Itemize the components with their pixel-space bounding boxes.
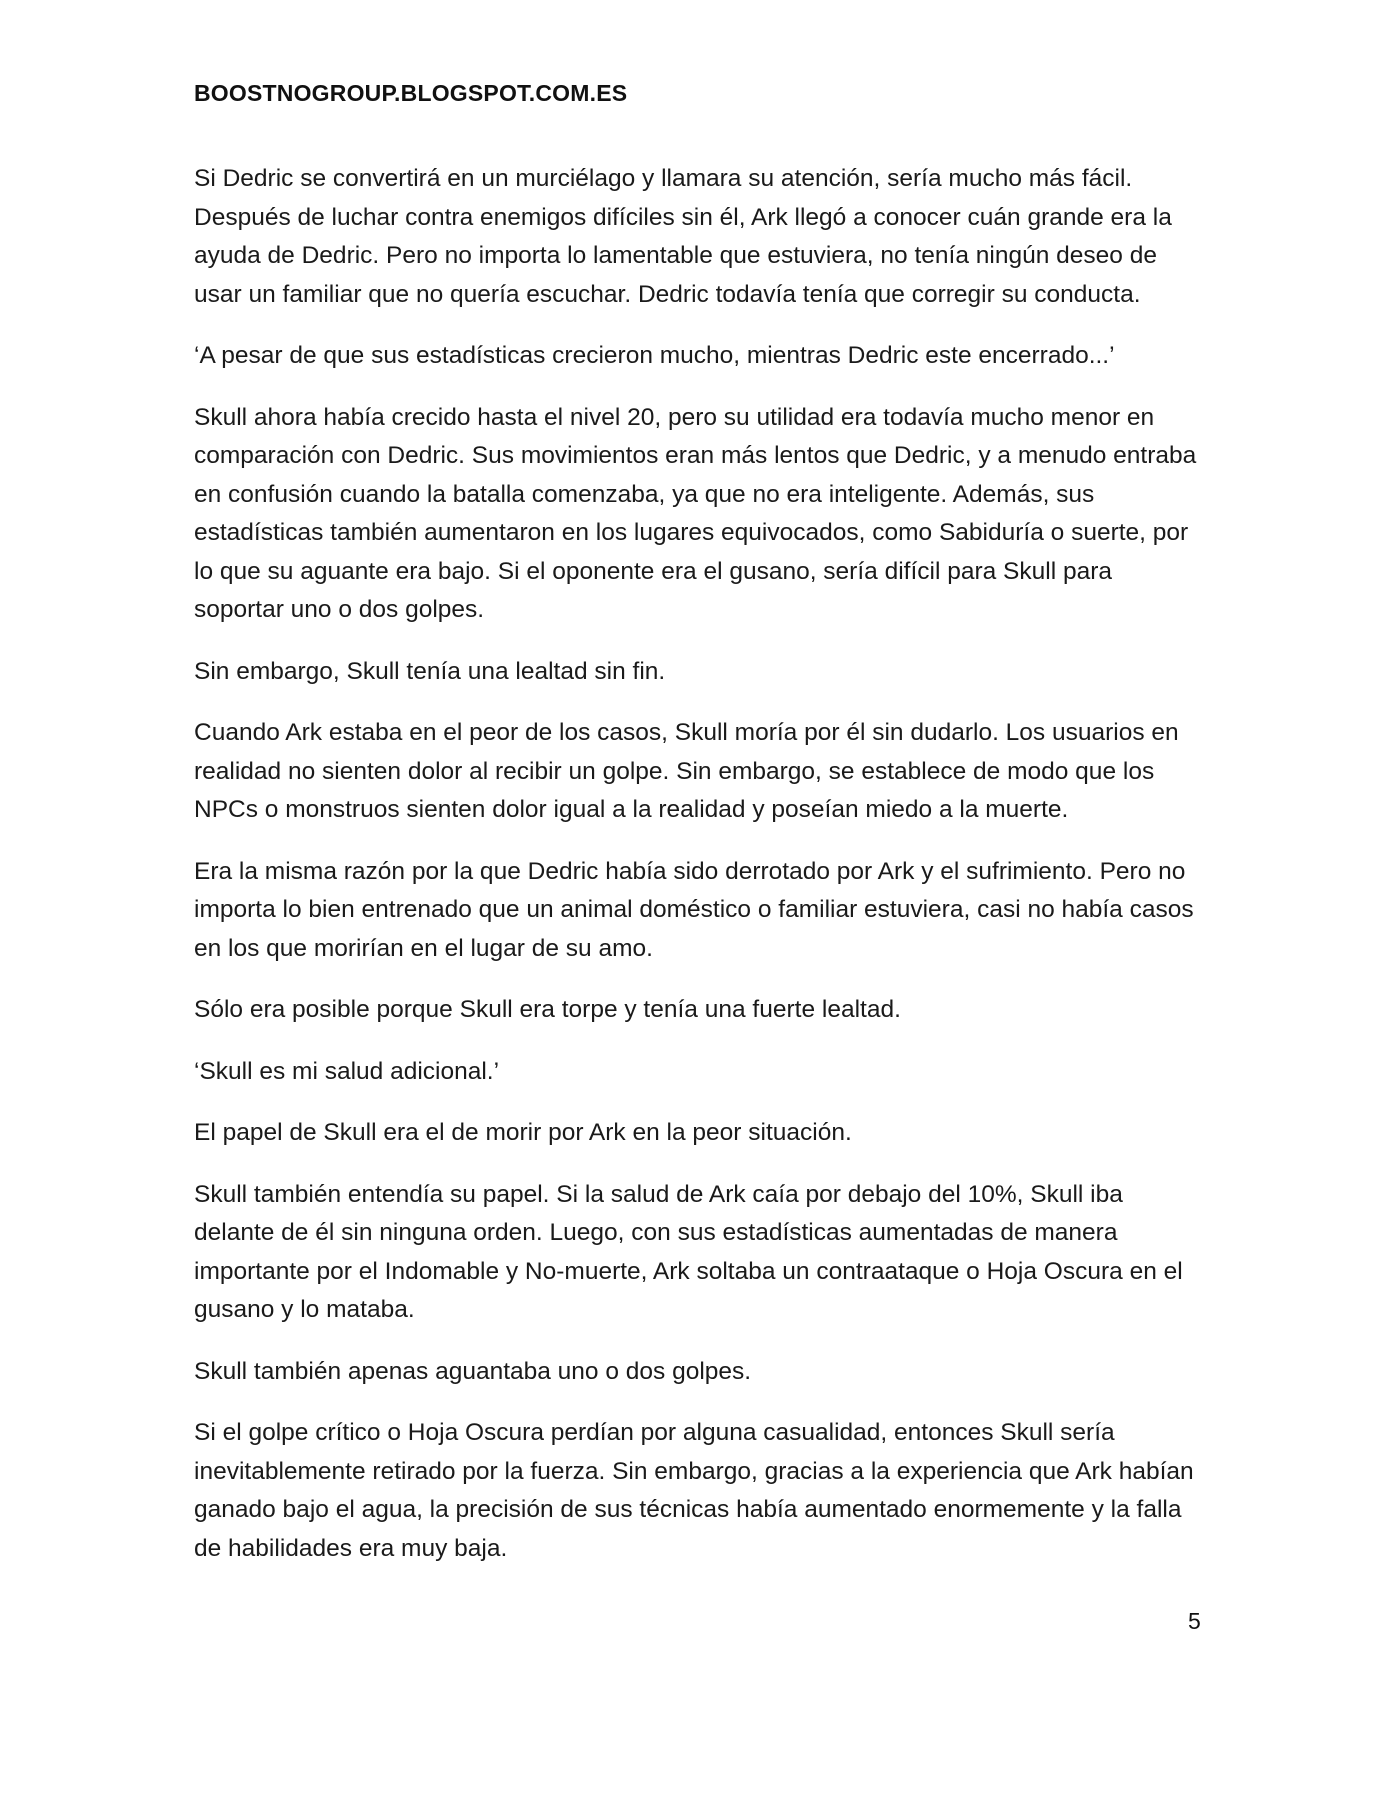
page-header: BOOSTNOGROUP.BLOGSPOT.COM.ES	[194, 80, 628, 106]
paragraph: Sólo era posible porque Skull era torpe y tenía una fuerte lealtad.	[194, 996, 901, 1023]
paragraph: Si Dedric se convertirá en un murciélago y llamara su atención, sería mucho más fácil. Después de luchar contra enemigos difíciles sin él, Ark llegó a conocer cuán grande era la ayuda de Dedric. Pero no importa lo lamentable que estuviera, no tenía ningún deseo de usar un familiar que no quería escuchar. Dedric todavía tenía que corregir su conducta.	[194, 165, 1172, 308]
body-text	[194, 160, 1204, 1591]
paragraph: Skull también entendía su papel. Si la salud de Ark caía por debajo del 10%, Skull iba delante de él sin ninguna orden. Luego, con sus estadísticas aumentadas de manera importante por el Indomable y No-muerte, Ark soltaba un contraataque o Hoja Oscura en el gusano y lo mataba.	[194, 1180, 1183, 1323]
paragraph: Si el golpe crítico o Hoja Oscura perdían por alguna casualidad, entonces Skull sería inevitablemente retirado por la fuerza. Sin embargo, gracias a la experiencia que Ark habían ganado bajo el agua, la precisión de sus técnicas había aumentado enormemente y la falla de habilidades era muy baja.	[194, 1419, 1194, 1562]
paragraph: ‘A pesar de que sus estadísticas crecieron mucho, mientras Dedric este encerrado...’	[194, 342, 1115, 369]
paragraph: Skull también apenas aguantaba uno o dos golpes.	[194, 1357, 752, 1385]
page-number: 5	[1188, 1608, 1201, 1634]
paragraph: Skull ahora había crecido hasta el nivel 20, pero su utilidad era todavía mucho menor en comparación con Dedric. Sus movimientos eran más lentos que Dedric, y a menudo entraba en confusión cuando la batalla comenzaba, ya que no era inteligente. Además, sus estadísticas también aumentaron en los lugares equivocados, como Sabiduría o suerte, por lo que su aguante era bajo. Si el oponente era el gusano, sería difícil para Skull para soportar uno o dos golpes.	[194, 403, 1197, 623]
paragraph: ‘Skull es mi salud adicional.’	[194, 1057, 500, 1085]
paragraph: El papel de Skull era el de morir por Ark en la peor situación.	[194, 1119, 852, 1146]
paragraph: Cuando Ark estaba en el peor de los casos, Skull moría por él sin dudarlo. Los usuarios en realidad no sienten dolor al recibir un golpe. Sin embargo, se establece de modo que los NPCs o monstruos sienten dolor igual a la realidad y poseían miedo a la muerte.	[194, 719, 1179, 823]
paragraph: Sin embargo, Skull tenía una lealtad sin fin.	[194, 657, 666, 685]
paragraph: Era la misma razón por la que Dedric había sido derrotado por Ark y el sufrimiento. Pero no importa lo bien entrenado que un animal doméstico o familiar estuviera, casi no había casos en los que morirían en el lugar de su amo.	[194, 857, 1194, 962]
